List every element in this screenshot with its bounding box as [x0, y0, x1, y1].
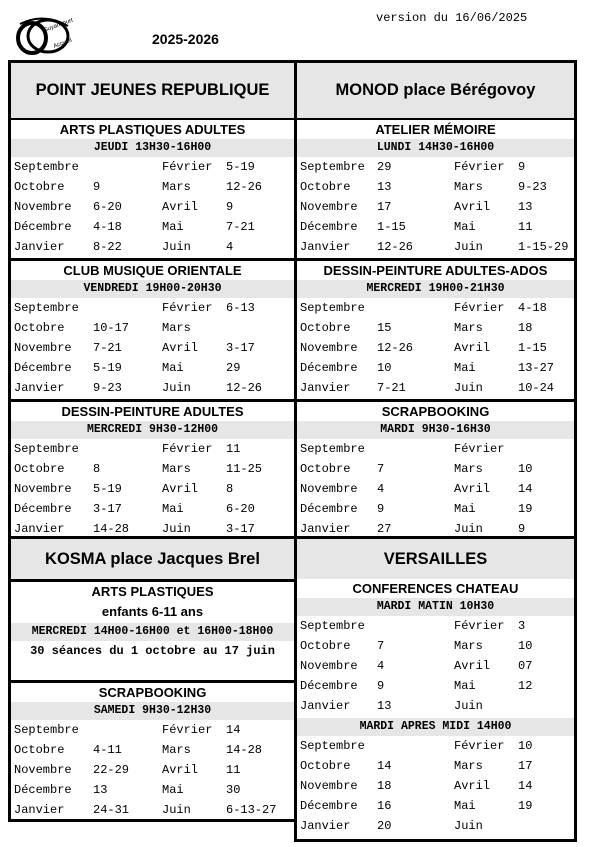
month-dates: 10-17 — [93, 321, 130, 335]
month-label: Décembre — [14, 783, 72, 797]
calendar-row — [297, 197, 574, 217]
calendar-row — [297, 676, 574, 696]
calendar-row — [297, 439, 574, 459]
month-dates: 13-27 — [518, 361, 555, 375]
kosma-arts-block — [11, 582, 294, 661]
month-dates: 9 — [377, 679, 385, 693]
month-label: Décembre — [14, 502, 72, 516]
month-dates: 27 — [377, 522, 392, 536]
guyancourt-accueil-logo — [14, 14, 76, 58]
month-dates: 10 — [518, 639, 533, 653]
calendar-row — [11, 459, 294, 479]
activity-block — [297, 399, 574, 539]
section-title-monod: MONOD place Bérégovoy — [297, 63, 574, 121]
calendar-row — [297, 736, 574, 756]
kosma-arts-subtitle: enfants 6-11 ans — [101, 604, 204, 619]
calendar-row — [297, 459, 574, 479]
month-dates: 14 — [518, 482, 533, 496]
activity-schedule: LUNDI 14H30-16H00 — [297, 139, 574, 157]
month-label: Janvier — [14, 240, 65, 254]
month-dates: 6-13-27 — [226, 803, 277, 817]
calendar-row — [11, 760, 294, 780]
month-dates: 14 — [226, 723, 241, 737]
versailles-afternoon-table — [297, 736, 574, 836]
month-label: Mai — [454, 220, 476, 234]
month-label: Novembre — [14, 200, 72, 214]
kosma-scrap-schedule: SAMEDI 9H30-12H30 — [11, 702, 294, 720]
month-label: Mars — [454, 321, 483, 335]
month-label: Octobre — [300, 180, 351, 194]
month-dates: 5-19 — [93, 361, 122, 375]
month-dates: 5-19 — [226, 160, 255, 174]
calendar-row — [11, 177, 294, 197]
month-dates: 18 — [377, 779, 392, 793]
month-label: Février — [162, 301, 213, 315]
calendar-row — [11, 197, 294, 217]
month-label: Février — [454, 739, 505, 753]
kosma-scrap-block — [11, 680, 294, 820]
activity-calendar — [297, 439, 574, 539]
month-dates: 1-15 — [518, 341, 547, 355]
calendar-row — [11, 237, 294, 257]
calendar-row — [11, 439, 294, 459]
panel-versailles — [294, 536, 577, 842]
activity-block — [11, 120, 294, 257]
month-label: Janvier — [14, 381, 65, 395]
activity-block — [297, 120, 574, 257]
calendar-row — [297, 616, 574, 636]
month-label: Novembre — [300, 482, 358, 496]
month-dates: 16 — [377, 799, 392, 813]
month-label: Janvier — [300, 819, 351, 833]
month-label: Octobre — [14, 462, 65, 476]
month-dates: 13 — [518, 200, 533, 214]
month-dates: 7-21 — [226, 220, 255, 234]
month-dates: 9 — [377, 502, 385, 516]
month-dates: 7-21 — [377, 381, 406, 395]
activity-schedule: MERCREDI 9H30-12H00 — [11, 421, 294, 439]
month-dates: 8-22 — [93, 240, 122, 254]
month-dates: 4-11 — [93, 743, 122, 757]
month-dates: 12 — [518, 679, 533, 693]
month-label: Juin — [454, 819, 483, 833]
calendar-row — [297, 177, 574, 197]
month-label: Avril — [162, 763, 199, 777]
month-dates: 5-19 — [93, 482, 122, 496]
month-label: Avril — [454, 200, 491, 214]
month-label: Mai — [454, 502, 476, 516]
versailles-morning-table — [297, 616, 574, 716]
month-label: Mars — [454, 759, 483, 773]
versailles-block — [297, 579, 574, 836]
month-label: Février — [454, 160, 505, 174]
versailles-block-title: CONFERENCES CHATEAU — [297, 579, 574, 598]
season-year: 2025-2026 — [152, 31, 219, 47]
section-title-versailles: VERSAILLES — [297, 539, 574, 582]
month-dates: 8 — [93, 462, 101, 476]
calendar-row — [11, 298, 294, 318]
month-dates: 19 — [518, 799, 533, 813]
month-dates: 15 — [377, 321, 392, 335]
month-dates: 13 — [93, 783, 108, 797]
month-dates: 4 — [377, 482, 385, 496]
month-label: Octobre — [300, 462, 351, 476]
month-label: Novembre — [300, 341, 358, 355]
month-label: Mai — [454, 679, 476, 693]
activity-schedule: MARDI 9H30-16H30 — [297, 421, 574, 439]
calendar-row — [11, 780, 294, 800]
month-label: Mai — [454, 799, 476, 813]
activity-title: SCRAPBOOKING — [297, 399, 574, 421]
month-dates: 11 — [518, 220, 533, 234]
month-label: Avril — [454, 482, 491, 496]
month-label: Avril — [162, 482, 199, 496]
calendar-row — [297, 816, 574, 836]
month-label: Décembre — [300, 361, 358, 375]
month-dates: 29 — [226, 361, 241, 375]
calendar-row — [11, 720, 294, 740]
month-dates: 11 — [226, 763, 241, 777]
calendar-row — [11, 499, 294, 519]
month-label: Mai — [162, 783, 184, 797]
month-label: Mars — [454, 180, 483, 194]
month-dates: 7 — [377, 639, 385, 653]
month-dates: 6-13 — [226, 301, 255, 315]
month-label: Juin — [454, 522, 483, 536]
month-label: Février — [454, 301, 505, 315]
month-dates: 9-23 — [518, 180, 547, 194]
month-label: Décembre — [300, 220, 358, 234]
month-label: Juin — [162, 240, 191, 254]
month-dates: 4 — [226, 240, 234, 254]
calendar-row — [11, 217, 294, 237]
month-dates: 17 — [377, 200, 392, 214]
month-dates: 11-25 — [226, 462, 263, 476]
calendar-row — [11, 338, 294, 358]
month-label: Septembre — [14, 160, 79, 174]
month-dates: 30 — [226, 783, 241, 797]
month-dates: 24-31 — [93, 803, 130, 817]
activity-calendar — [297, 157, 574, 257]
month-label: Octobre — [300, 639, 351, 653]
month-label: Novembre — [300, 659, 358, 673]
calendar-row — [297, 157, 574, 177]
calendar-row — [297, 499, 574, 519]
month-dates: 12-26 — [226, 381, 263, 395]
month-label: Octobre — [14, 743, 65, 757]
month-dates: 9-23 — [93, 381, 122, 395]
month-dates: 1-15-29 — [518, 240, 569, 254]
month-dates: 12-26 — [226, 180, 263, 194]
activity-calendar — [297, 298, 574, 398]
activity-title: ARTS PLASTIQUES ADULTES — [11, 120, 294, 139]
calendar-row — [297, 358, 574, 378]
month-dates: 3-17 — [226, 341, 255, 355]
month-dates: 3 — [518, 619, 526, 633]
month-dates: 14-28 — [93, 522, 130, 536]
activity-title: CLUB MUSIQUE ORIENTALE — [11, 258, 294, 280]
calendar-row — [297, 298, 574, 318]
activity-block — [11, 258, 294, 398]
month-label: Février — [162, 160, 213, 174]
month-label: Octobre — [300, 759, 351, 773]
month-dates: 9 — [518, 522, 526, 536]
month-dates: 4-18 — [93, 220, 122, 234]
panel-monod — [294, 60, 577, 539]
month-dates: 9 — [226, 200, 234, 214]
month-label: Septembre — [14, 442, 79, 456]
activity-calendar — [11, 157, 294, 257]
month-label: Mars — [162, 743, 191, 757]
month-label: Mars — [454, 462, 483, 476]
month-label: Juin — [162, 803, 191, 817]
month-label: Novembre — [300, 779, 358, 793]
panel-kosma — [8, 536, 297, 822]
month-dates: 6-20 — [226, 502, 255, 516]
month-label: Décembre — [300, 679, 358, 693]
month-dates: 10 — [377, 361, 392, 375]
month-label: Janvier — [14, 803, 65, 817]
month-label: Juin — [454, 240, 483, 254]
kosma-arts-title: ARTS PLASTIQUES — [91, 584, 214, 599]
month-label: Décembre — [300, 799, 358, 813]
calendar-row — [11, 740, 294, 760]
month-dates: 29 — [377, 160, 392, 174]
month-label: Septembre — [14, 301, 79, 315]
activity-schedule: MERCREDI 19H00-21H30 — [297, 280, 574, 298]
version-date: version du 16/06/2025 — [376, 11, 528, 25]
calendar-row — [11, 157, 294, 177]
calendar-row — [11, 378, 294, 398]
month-label: Mars — [162, 462, 191, 476]
calendar-row — [297, 378, 574, 398]
calendar-row — [11, 318, 294, 338]
month-label: Mars — [162, 180, 191, 194]
activity-title: DESSIN-PEINTURE ADULTES-ADOS — [297, 258, 574, 280]
calendar-row — [297, 318, 574, 338]
month-label: Novembre — [300, 200, 358, 214]
month-label: Juin — [162, 522, 191, 536]
month-dates: 4-18 — [518, 301, 547, 315]
activity-block — [11, 399, 294, 539]
month-dates: 6-20 — [93, 200, 122, 214]
calendar-row — [297, 479, 574, 499]
month-dates: 13 — [377, 699, 392, 713]
month-dates: 3-17 — [226, 522, 255, 536]
month-label: Novembre — [14, 763, 72, 777]
month-dates: 11 — [226, 442, 241, 456]
versailles-afternoon-schedule: MARDI APRES MIDI 14H00 — [297, 718, 574, 736]
activity-block — [297, 258, 574, 398]
month-label: Décembre — [14, 220, 72, 234]
calendar-row — [297, 796, 574, 816]
month-label: Septembre — [300, 160, 365, 174]
kosma-scrap-table — [11, 720, 294, 820]
month-label: Juin — [454, 381, 483, 395]
calendar-row — [297, 656, 574, 676]
section-title-kosma: KOSMA place Jacques Brel — [11, 539, 294, 582]
kosma-arts-note: 30 séances du 1 octobre au 17 juin — [30, 644, 275, 658]
month-dates: 14 — [377, 759, 392, 773]
month-label: Février — [454, 442, 505, 456]
month-dates: 18 — [518, 321, 533, 335]
month-label: Septembre — [300, 442, 365, 456]
calendar-row — [297, 696, 574, 716]
month-label: Septembre — [14, 723, 79, 737]
month-label: Mars — [162, 321, 191, 335]
month-label: Septembre — [300, 619, 365, 633]
month-label: Avril — [162, 200, 199, 214]
calendar-row — [11, 358, 294, 378]
month-dates: 1-15 — [377, 220, 406, 234]
month-dates: 19 — [518, 502, 533, 516]
month-dates: 14 — [518, 779, 533, 793]
activity-calendar — [11, 439, 294, 539]
month-label: Septembre — [300, 301, 365, 315]
calendar-row — [297, 756, 574, 776]
calendar-row — [297, 237, 574, 257]
month-dates: 10 — [518, 739, 533, 753]
month-label: Juin — [454, 699, 483, 713]
month-label: Mars — [454, 639, 483, 653]
month-dates: 12-26 — [377, 240, 414, 254]
panel-point-jeunes — [8, 60, 297, 539]
calendar-row — [297, 776, 574, 796]
month-label: Avril — [454, 659, 491, 673]
month-dates: 10-24 — [518, 381, 555, 395]
month-label: Mai — [162, 502, 184, 516]
month-label: Juin — [162, 381, 191, 395]
month-label: Février — [454, 619, 505, 633]
month-label: Décembre — [14, 361, 72, 375]
month-label: Décembre — [300, 502, 358, 516]
month-label: Avril — [454, 341, 491, 355]
month-label: Septembre — [300, 739, 365, 753]
calendar-row — [297, 636, 574, 656]
month-label: Janvier — [300, 381, 351, 395]
month-label: Mai — [454, 361, 476, 375]
month-dates: 8 — [226, 482, 234, 496]
activity-schedule: JEUDI 13H30-16H00 — [11, 139, 294, 157]
month-label: Janvier — [14, 522, 65, 536]
month-label: Mai — [162, 220, 184, 234]
month-dates: 9 — [518, 160, 526, 174]
month-label: Novembre — [14, 341, 72, 355]
month-label: Janvier — [300, 522, 351, 536]
section-title-point-jeunes: POINT JEUNES REPUBLIQUE — [11, 63, 294, 121]
calendar-row — [297, 217, 574, 237]
month-dates: 12-26 — [377, 341, 414, 355]
month-label: Mai — [162, 361, 184, 375]
kosma-scrap-title: SCRAPBOOKING — [11, 680, 294, 702]
calendar-row — [11, 800, 294, 820]
month-label: Avril — [454, 779, 491, 793]
month-dates: 3-17 — [93, 502, 122, 516]
month-label: Octobre — [14, 180, 65, 194]
month-dates: 13 — [377, 180, 392, 194]
versailles-morning-schedule: MARDI MATIN 10H30 — [297, 598, 574, 616]
month-label: Janvier — [300, 699, 351, 713]
activity-title: ATELIER MÉMOIRE — [297, 120, 574, 139]
month-label: Octobre — [300, 321, 351, 335]
activity-calendar — [11, 298, 294, 398]
month-label: Janvier — [300, 240, 351, 254]
month-dates: 07 — [518, 659, 533, 673]
month-dates: 22-29 — [93, 763, 130, 777]
activity-title: DESSIN-PEINTURE ADULTES — [11, 399, 294, 421]
month-label: Octobre — [14, 321, 65, 335]
kosma-arts-schedule: MERCREDI 14H00-16H00 et 16H00-18H00 — [11, 623, 294, 641]
month-dates: 7 — [377, 462, 385, 476]
month-label: Avril — [162, 341, 199, 355]
month-dates: 7-21 — [93, 341, 122, 355]
month-dates: 14-28 — [226, 743, 263, 757]
calendar-row — [297, 338, 574, 358]
month-label: Novembre — [14, 482, 72, 496]
calendar-row — [11, 479, 294, 499]
month-dates: 20 — [377, 819, 392, 833]
month-dates: 10 — [518, 462, 533, 476]
month-dates: 17 — [518, 759, 533, 773]
month-label: Février — [162, 442, 213, 456]
svg-text:Accueil: Accueil — [52, 37, 73, 50]
month-dates: 9 — [93, 180, 101, 194]
month-label: Février — [162, 723, 213, 737]
month-dates: 4 — [377, 659, 385, 673]
svg-text:Guyancourt: Guyancourt — [42, 17, 74, 34]
activity-schedule: VENDREDI 19H00-20H30 — [11, 280, 294, 298]
